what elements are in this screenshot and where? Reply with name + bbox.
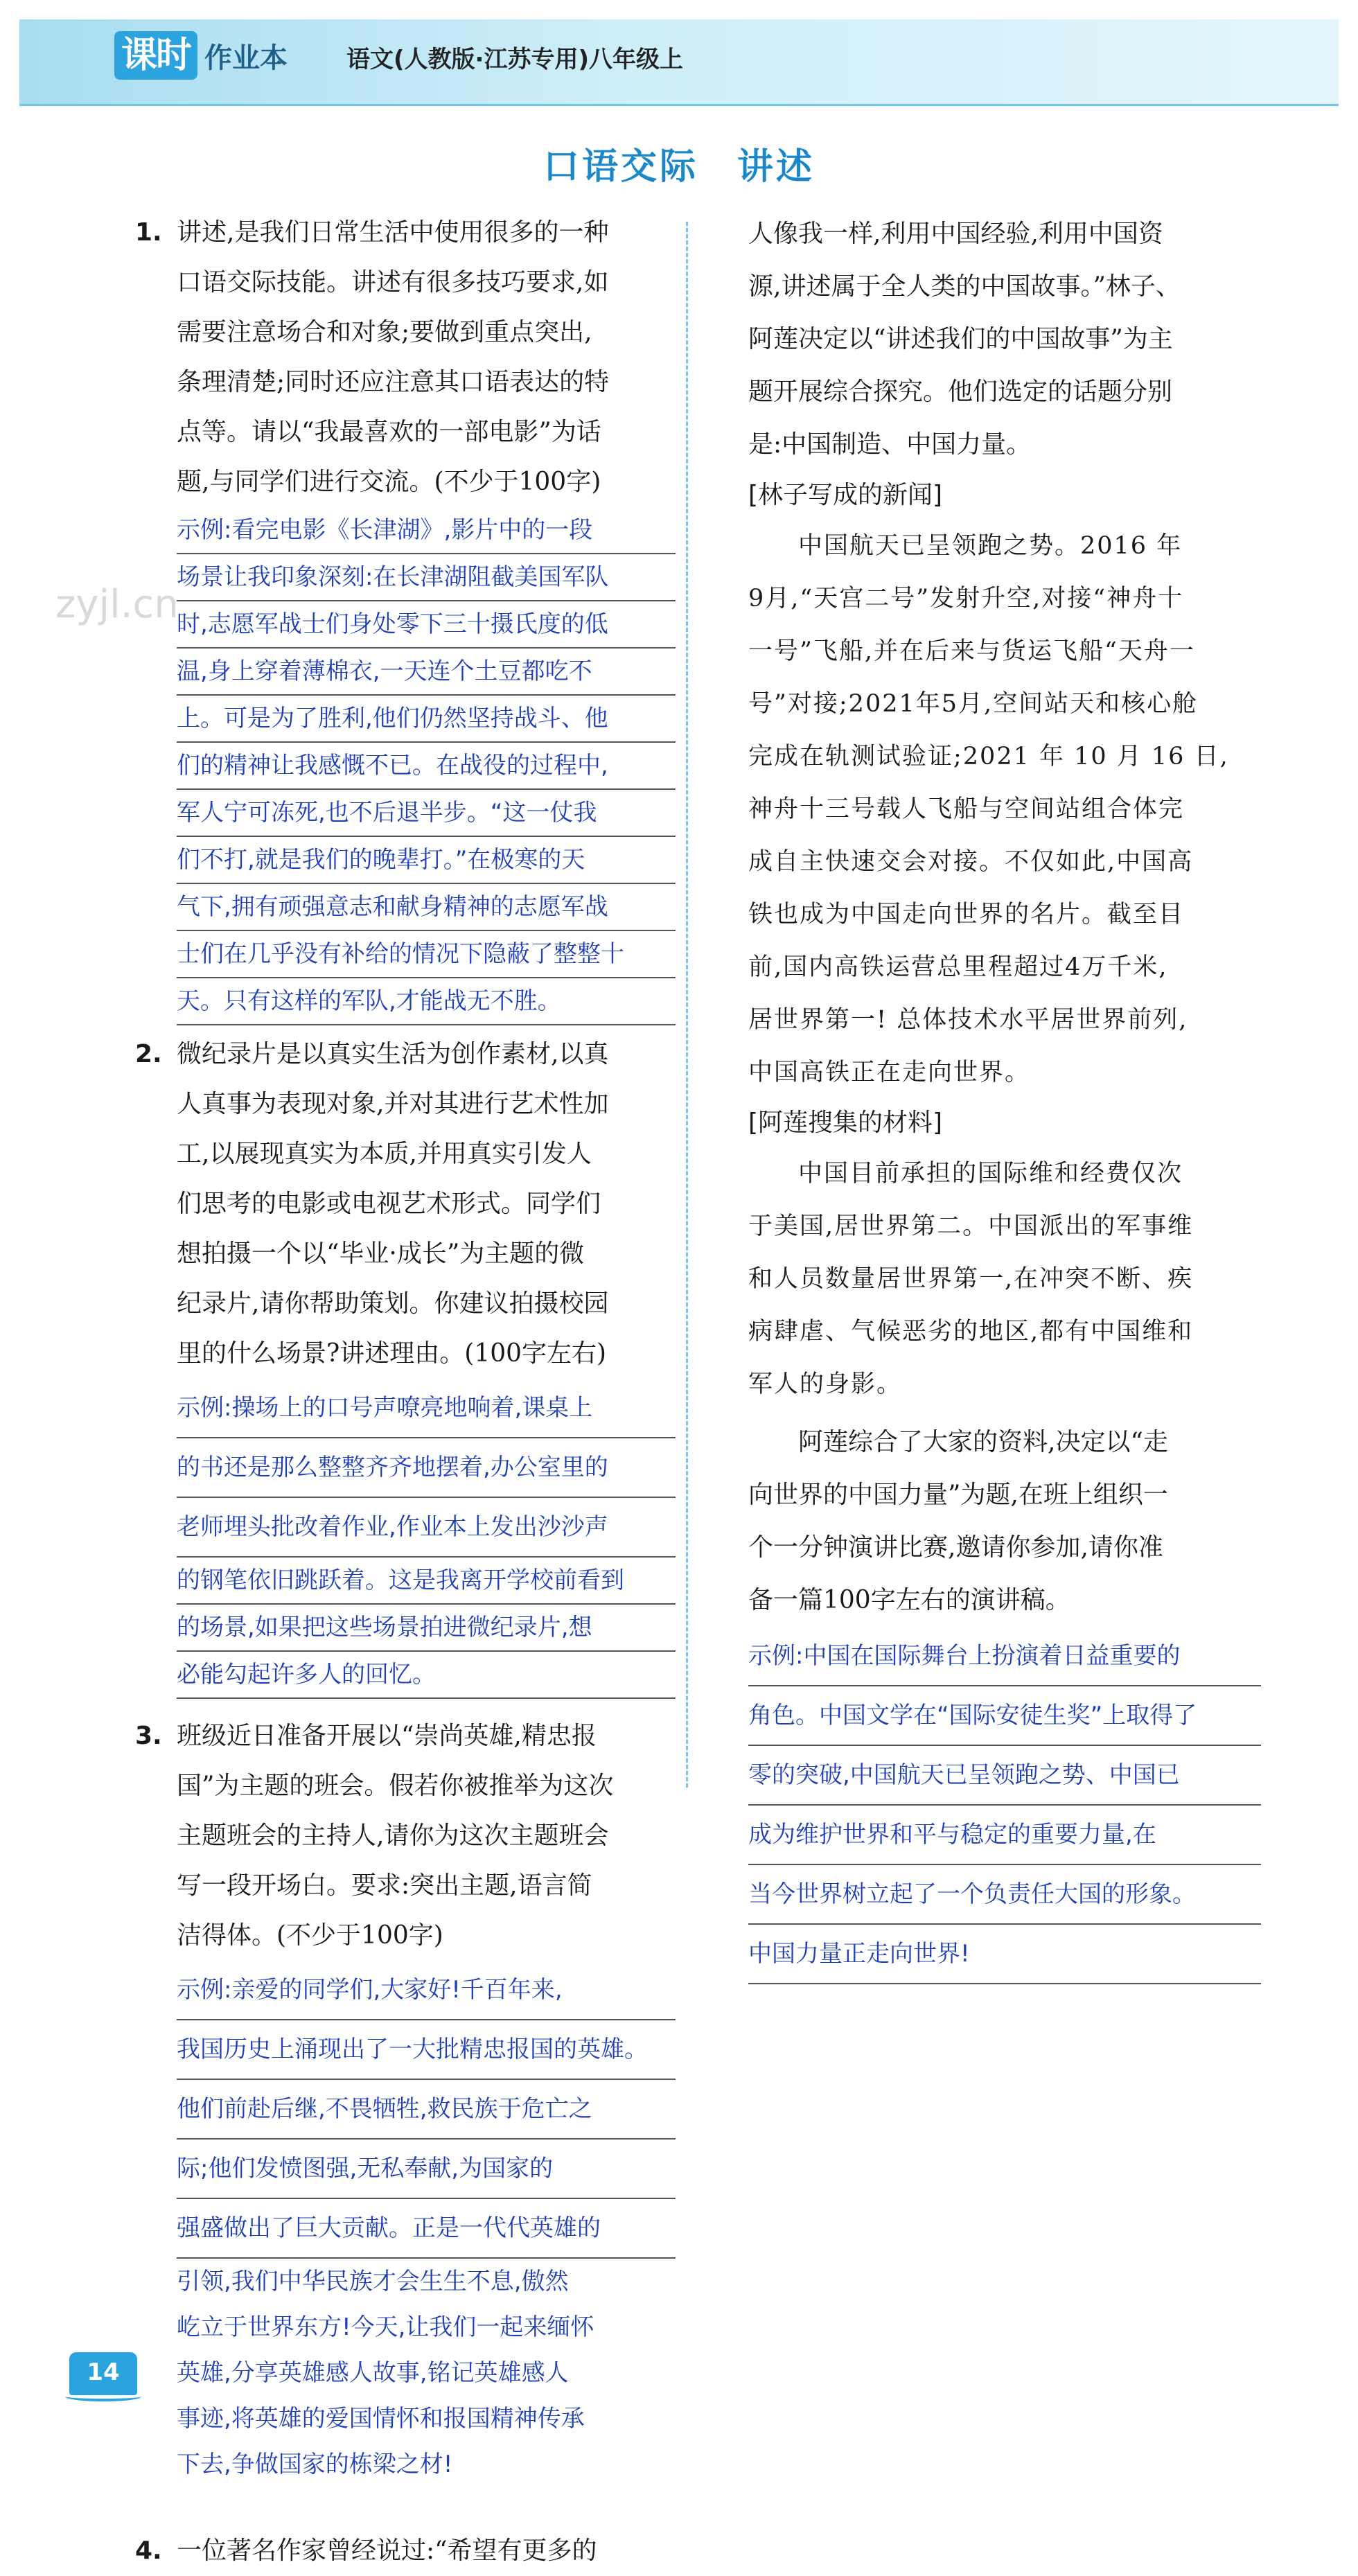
answer-line: 屹立于世界东方!今天,让我们一起来缅怀	[177, 2313, 594, 2341]
answer-line: 场景让我印象深刻:在长津湖阻截美国军队	[177, 554, 676, 601]
answer-line: 事迹,将英雄的爱国情怀和报国精神传承	[177, 2405, 585, 2433]
text-line: 人像我一样,利用中国经验,利用中国资	[748, 220, 1163, 248]
text-line: 国”为主题的班会。假若你被推举为这次	[177, 1772, 614, 1800]
answer-line: 示例:看完电影《长津湖》,影片中的一段	[177, 507, 676, 554]
text-line: 人真事为表现对象,并对其进行艺术性加	[177, 1090, 609, 1118]
text-line: 和人员数量居世界第一,在冲突不断、疾	[748, 1265, 1194, 1293]
left-column	[135, 208, 676, 2576]
answer-line: 必能勾起许多人的回忆。	[177, 1652, 676, 1699]
text-line: 9月,“天宫二号”发射升空,对接“神舟十	[748, 585, 1184, 612]
answer-line: 示例:亲爱的同学们,大家好!千百年来,	[177, 1961, 676, 2020]
question-3	[135, 1711, 676, 1961]
text-line: 讲述,是我们日常生活中使用很多的一种	[177, 218, 609, 247]
text-line: 号”对接;2021年5月,空间站天和核心舱	[748, 690, 1199, 718]
text-line: 个一分钟演讲比赛,邀请你参加,请你准	[748, 1533, 1163, 1562]
answer-line: 当今世界树立起了一个负责任大国的形象。	[748, 1865, 1261, 1925]
question-2-text	[177, 1030, 676, 1379]
answer-line: 时,志愿军战士们身处零下三十摄氏度的低	[177, 601, 676, 649]
material-tag: [阿莲搜集的材料]	[748, 1109, 943, 1137]
answer-line: 英雄,分享英雄感人故事,铭记英雄感人	[177, 2359, 569, 2387]
book-icon	[65, 2392, 141, 2401]
answer-line: 中国力量正走向世界!	[748, 1925, 1261, 1984]
text-line: 居世界第一! 总体技术水平居世界前列,	[748, 1006, 1188, 1034]
page-title: 口语交际 讲述	[543, 146, 815, 188]
question-3-text	[177, 1711, 676, 1961]
answer-2	[135, 1379, 676, 1699]
text-line: 是:中国制造、中国力量。	[748, 430, 1032, 459]
answer-line: 示例:中国在国际舞台上扮演着日益重要的	[748, 1627, 1261, 1686]
text-line: 病肆虐、气候恶劣的地区,都有中国维和	[748, 1318, 1194, 1346]
text-line: 题,与同学们进行交流。(不少于100字)	[177, 468, 601, 496]
text-line: 备一篇100字左右的演讲稿。	[748, 1586, 1070, 1614]
text-line: 班级近日准备开展以“崇尚英雄,精忠报	[177, 1722, 597, 1750]
right-column	[748, 208, 1261, 1984]
answer-line: 士们在几乎没有补给的情况下隐蔽了整整十	[177, 931, 676, 978]
text-line: 题开展综合探究。他们选定的话题分别	[748, 378, 1173, 406]
text-line: 口语交际技能。讲述有很多技巧要求,如	[177, 268, 609, 297]
answer-line: 际;他们发愤图强,无私奉献,为国家的	[177, 2140, 676, 2199]
text-line: 一号”飞船,并在后来与货运飞船“天舟一	[748, 637, 1195, 665]
answer-line: 下去,争做国家的栋梁之材!	[177, 2451, 453, 2478]
answer-line: 温,身上穿着薄棉衣,一天连个土豆都吃不	[177, 649, 676, 696]
answer-line: 他们前赴后继,不畏牺牲,救民族于危亡之	[177, 2080, 676, 2140]
answer-4	[748, 1627, 1261, 1984]
answer-line: 军人宁可冻死,也不后退半步。“这一仗我	[177, 790, 676, 837]
text-line: 中国航天已呈领跑之势。2016 年	[798, 532, 1183, 560]
question-1	[135, 208, 676, 507]
text-line: 于美国,居世界第二。中国派出的军事维	[748, 1212, 1194, 1240]
answer-line: 零的突破,中国航天已呈领跑之势、中国已	[748, 1746, 1261, 1806]
answer-line: 天。只有这样的军队,才能战无不胜。	[177, 978, 676, 1025]
text-line: 写一段开场白。要求:突出主题,语言简	[177, 1871, 592, 1900]
answer-line: 引领,我们中华民族才会生生不息,傲然	[177, 2268, 569, 2295]
text-line: 铁也成为中国走向世界的名片。截至目	[748, 901, 1185, 928]
page-number: 14	[69, 2352, 137, 2395]
question-number: 4.	[135, 2537, 162, 2565]
text-line: 中国高铁正在走向世界。	[748, 1059, 1031, 1086]
answer-line: 示例:操场上的口号声嘹亮地响着,课桌上	[177, 1379, 676, 1438]
text-line: 阿莲决定以“讲述我们的中国故事”为主	[748, 325, 1173, 353]
news-passage	[748, 520, 1261, 1099]
answer-line: 上。可是为了胜利,他们仍然坚持战斗、他	[177, 696, 676, 743]
question-1-text	[177, 208, 676, 507]
answer-line: 老师埋头批改着作业,作业本上发出沙沙声	[177, 1498, 676, 1558]
text-line: 条理清楚;同时还应注意其口语表达的特	[177, 368, 610, 396]
answer-line: 的钢笔依旧跳跃着。这是我离开学校前看到	[177, 1558, 676, 1605]
text-line: 成自主快速交会对接。不仅如此,中国高	[748, 848, 1194, 876]
text-line: 需要注意场合和对象;要做到重点突出,	[177, 318, 592, 346]
answer-line: 我国历史上涌现出了一大批精忠报国的英雄。	[177, 2020, 676, 2080]
answer-line: 成为维护世界和平与稳定的重要力量,在	[748, 1806, 1261, 1865]
logo-text: 作业本	[204, 42, 288, 74]
answer-line: 强盛做出了巨大贡献。正是一代代英雄的	[177, 2199, 676, 2259]
question-number: 2.	[135, 1040, 162, 1068]
text-line: 向世界的中国力量”为题,在班上组织一	[748, 1481, 1168, 1509]
answer-line: 气下,拥有顽强意志和献身精神的志愿军战	[177, 884, 676, 931]
text-line: 一位著名作家曾经说过:“希望有更多的	[177, 2537, 597, 2565]
text-line: 点等。请以“我最喜欢的一部电影”为话	[177, 418, 601, 446]
text-line: 工,以展现真实为本质,并用真实引发人	[177, 1140, 592, 1168]
answer-line: 的场景,如果把这些场景拍进微纪录片,想	[177, 1605, 676, 1652]
material-passage	[748, 1147, 1261, 1411]
answer-3	[135, 1961, 676, 2487]
answer-line: 们的精神让我感慨不已。在战役的过程中,	[177, 743, 676, 790]
watermark: zyjl.cn	[55, 582, 179, 627]
task-paragraph	[748, 1416, 1261, 1627]
question-number: 1.	[135, 218, 162, 247]
book-info: 语文(人教版·江苏专用)八年级上	[346, 46, 683, 73]
question-number: 3.	[135, 1722, 162, 1750]
text-line: 中国目前承担的国际维和经费仅次	[798, 1160, 1183, 1188]
text-line: 神舟十三号载人飞船与空间站组合体完	[748, 795, 1185, 823]
text-line: 完成在轨测试验证;2021 年 10 月 16 日,	[748, 743, 1229, 770]
text-line: 前,国内高铁运营总里程超过4万千米,	[748, 953, 1168, 981]
text-line: 里的什么场景?讲述理由。(100字左右)	[177, 1339, 607, 1368]
question-4-continued	[748, 208, 1261, 471]
news-tag: [林子写成的新闻]	[748, 481, 943, 509]
text-line: 源,讲述属于全人类的中国故事。”林子、	[748, 272, 1181, 301]
question-2	[135, 1030, 676, 1379]
answer-line: 们不打,就是我们的晚辈打。”在极寒的天	[177, 837, 676, 884]
text-line: 纪录片,请你帮助策划。你建议拍摄校园	[177, 1289, 609, 1318]
logo-mark: 课时	[114, 31, 197, 80]
answer-1	[135, 507, 676, 1025]
question-4	[135, 2526, 676, 2576]
text-line: 主题班会的主持人,请你为这次主题班会	[177, 1821, 609, 1850]
text-line: 洁得体。(不少于100字)	[177, 1921, 443, 1950]
logo	[114, 33, 288, 78]
text-line: 军人的身影。	[748, 1370, 903, 1398]
text-line: 阿莲综合了大家的资料,决定以“走	[798, 1428, 1168, 1456]
answer-line: 角色。中国文学在“国际安徒生奖”上取得了	[748, 1686, 1261, 1746]
text-line: 微纪录片是以真实生活为创作素材,以真	[177, 1040, 609, 1068]
answer-line: 的书还是那么整整齐齐地摆着,办公室里的	[177, 1438, 676, 1498]
column-divider	[686, 222, 688, 1788]
text-line: 想拍摄一个以“毕业·成长”为主题的微	[177, 1240, 585, 1268]
text-line: 们思考的电影或电视艺术形式。同学们	[177, 1190, 601, 1218]
